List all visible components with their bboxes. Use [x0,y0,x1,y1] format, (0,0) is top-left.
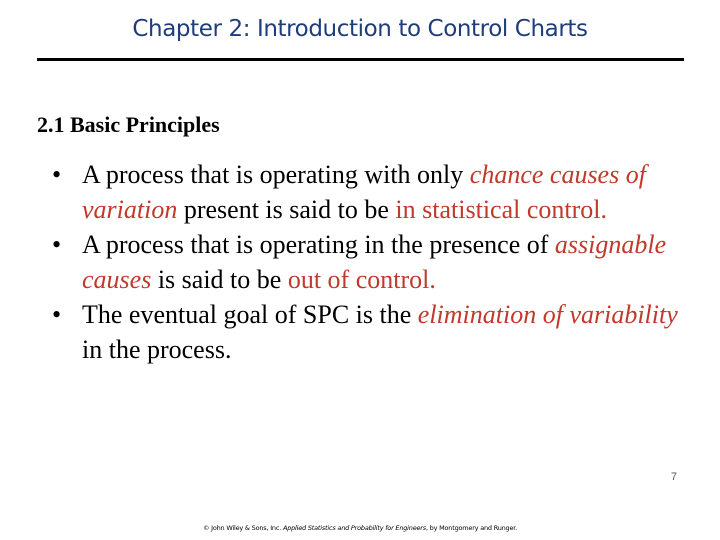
bullet-list [52,157,692,367]
page-number: 7 [670,471,677,483]
footer-copyright [0,524,720,532]
highlight-italic: chance causes of variation [82,160,646,224]
bullet-text: The eventual goal of SPC is the [82,300,418,329]
bullet-text: A process that is operating in the presence of [82,230,555,259]
bullet-dot-icon: • [52,160,62,189]
highlight: in statistical control. [395,195,607,224]
footer-suffix: , by Montgomery and Runger. [425,524,518,532]
footer-prefix: © John Wiley & Sons, Inc. [202,524,283,532]
slide-title: Chapter 2: Introduction to Control Charts [132,16,588,42]
title-divider [37,58,684,61]
highlight: out of control. [287,265,436,294]
bullet-dot-icon: • [52,300,62,329]
footer-book-title: Applied Statistics and Probability for Engineers [282,524,426,532]
bullet-text: A process that is operating with only [82,160,470,189]
bullet-item [52,157,692,227]
bullet-text: present is said to be [177,195,396,224]
section-heading: 2.1 Basic Principles [37,112,220,137]
bullet-text: in the process. [82,335,232,364]
bullet-item [52,227,692,297]
highlight-italic: assignable causes [82,230,667,294]
bullet-dot-icon: • [52,230,62,259]
bullet-item [52,297,692,367]
bullet-text: is said to be [151,265,288,294]
highlight-italic: elimination of variability [417,300,678,329]
